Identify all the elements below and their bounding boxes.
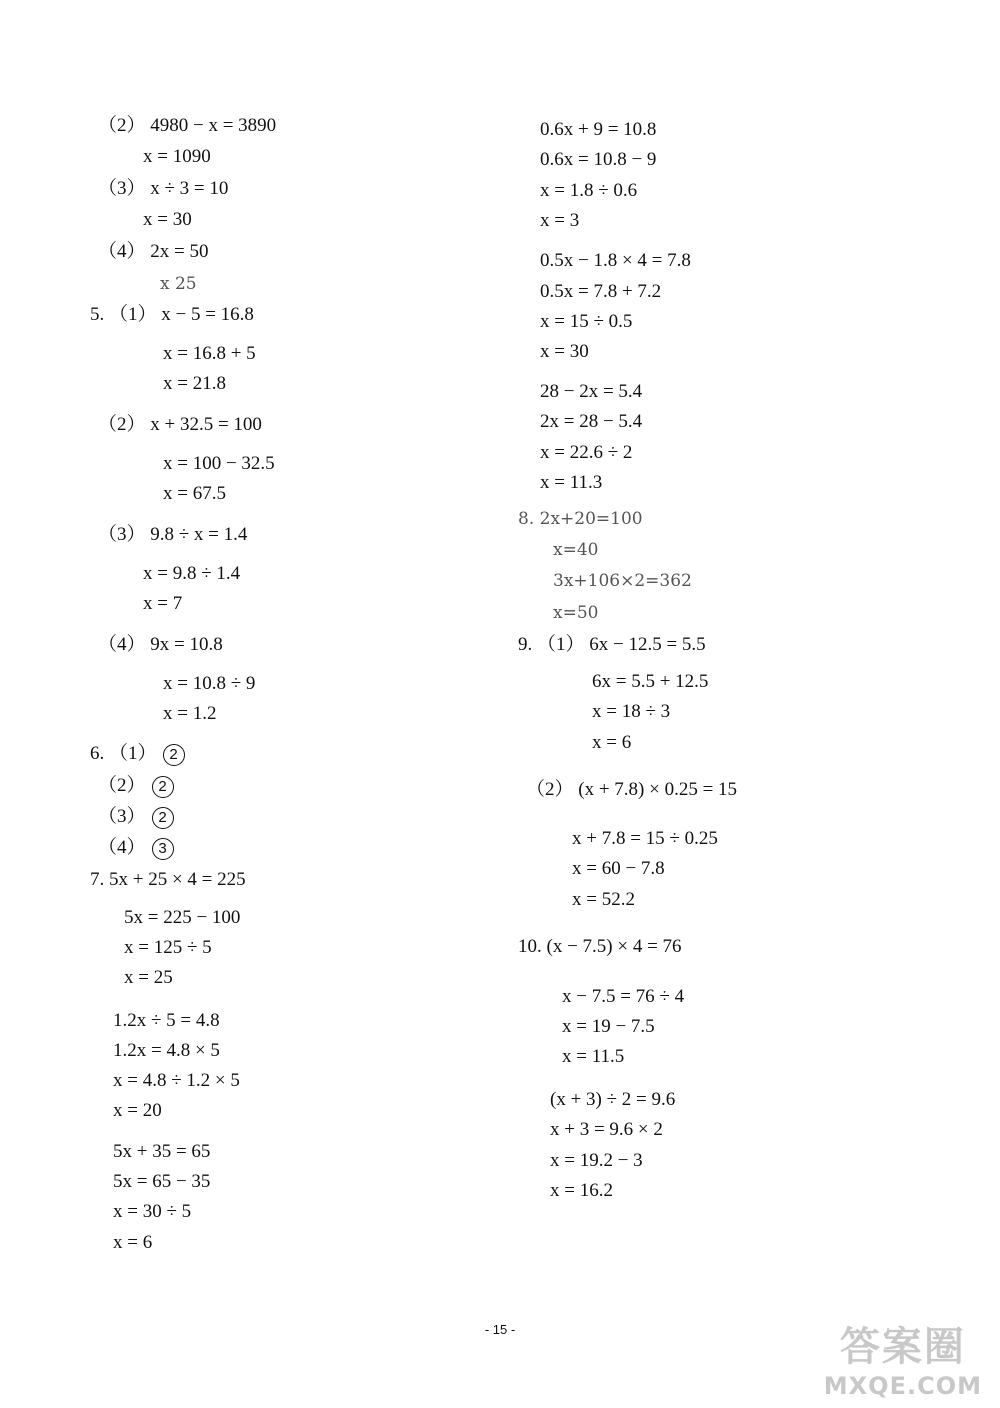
left-line: x = 16.8 + 5: [163, 343, 256, 364]
right-line: 10. (x − 7.5) × 4 = 76: [518, 936, 682, 957]
right-line: 0.6x + 9 = 10.8: [540, 119, 657, 140]
right-line: x + 7.8 = 15 ÷ 0.25: [572, 828, 718, 849]
choice-row: [90, 742, 185, 766]
left-line: x = 20: [113, 1100, 162, 1121]
watermark-site: MXQE.COM: [823, 1372, 982, 1400]
right-line: 28 − 2x = 5.4: [540, 381, 643, 402]
left-line: x 25: [160, 274, 197, 294]
left-line: x = 7: [143, 593, 183, 614]
right-line: x = 15 ÷ 0.5: [540, 311, 633, 332]
right-line: 0.6x = 10.8 − 9: [540, 149, 657, 170]
right-line: x = 30: [540, 341, 589, 362]
left-line: （3） x ÷ 3 = 10: [98, 178, 229, 199]
choice-label: 6. （1）: [90, 743, 157, 764]
left-line: 5. （1） x − 5 = 16.8: [90, 304, 254, 325]
right-line: (x + 3) ÷ 2 = 9.6: [550, 1089, 676, 1110]
left-line: 1.2x ÷ 5 = 4.8: [113, 1010, 220, 1031]
left-line: x = 10.8 ÷ 9: [163, 673, 256, 694]
left-line: x = 67.5: [163, 483, 226, 504]
left-line: x = 25: [124, 967, 173, 988]
left-line: x = 1.2: [163, 703, 217, 724]
right-line: x = 11.5: [562, 1046, 625, 1067]
left-line: x = 1090: [143, 146, 211, 167]
right-line: x = 19.2 − 3: [550, 1150, 643, 1171]
right-line: x + 3 = 9.6 × 2: [550, 1119, 663, 1140]
right-line: 6x = 5.5 + 12.5: [592, 671, 709, 692]
circled-answer: 2: [163, 744, 185, 766]
right-line: 9. （1） 6x − 12.5 = 5.5: [518, 634, 706, 655]
right-line: （2） (x + 7.8) × 0.25 = 15: [526, 779, 738, 800]
left-line: x = 21.8: [163, 373, 226, 394]
choice-label: （3）: [98, 806, 146, 827]
left-line: x = 125 ÷ 5: [124, 937, 212, 958]
left-line: x = 30 ÷ 5: [113, 1201, 192, 1222]
left-line: x = 4.8 ÷ 1.2 × 5: [113, 1070, 240, 1091]
left-line: （2） 4980 − x = 3890: [98, 115, 277, 136]
choice-label: （2）: [98, 775, 146, 796]
right-line: x=50: [553, 603, 599, 623]
left-line: x = 6: [113, 1232, 153, 1253]
right-line: x = 18 ÷ 3: [592, 701, 671, 722]
right-line: x=40: [553, 540, 599, 560]
left-line: （2） x + 32.5 = 100: [98, 414, 262, 435]
right-line: 3x+106×2=362: [553, 571, 692, 591]
right-line: 0.5x − 1.8 × 4 = 7.8: [540, 250, 691, 271]
watermark-logo: [824, 1322, 982, 1400]
right-line: x = 60 − 7.8: [572, 858, 665, 879]
page-number: - 15 -: [484, 1322, 516, 1337]
left-line: 5x + 35 = 65: [113, 1141, 211, 1162]
right-line: x = 19 − 7.5: [562, 1016, 655, 1037]
right-line: 8. 2x+20=100: [518, 509, 643, 529]
circled-answer: 2: [152, 807, 174, 829]
left-line: 1.2x = 4.8 × 5: [113, 1040, 220, 1061]
left-line: x = 100 − 32.5: [163, 453, 275, 474]
left-line: （4） 9x = 10.8: [98, 634, 223, 655]
choice-label: （4）: [98, 837, 146, 858]
right-line: x = 16.2: [550, 1180, 613, 1201]
right-line: x − 7.5 = 76 ÷ 4: [562, 986, 685, 1007]
choice-row: [98, 836, 174, 860]
right-line: 2x = 28 − 5.4: [540, 411, 643, 432]
circled-answer: 2: [152, 776, 174, 798]
left-line: 5x = 225 − 100: [124, 907, 241, 928]
left-line: x = 30: [143, 209, 192, 230]
right-line: 0.5x = 7.8 + 7.2: [540, 281, 662, 302]
right-line: x = 52.2: [572, 889, 635, 910]
right-line: x = 3: [540, 210, 580, 231]
right-line: x = 6: [592, 732, 632, 753]
watermark-main: 答案圈: [839, 1324, 966, 1370]
left-line: 5x = 65 − 35: [113, 1171, 211, 1192]
left-line: 7. 5x + 25 × 4 = 225: [90, 869, 246, 890]
right-line: x = 1.8 ÷ 0.6: [540, 180, 638, 201]
left-line: （4） 2x = 50: [98, 241, 209, 262]
left-line: （3） 9.8 ÷ x = 1.4: [98, 524, 248, 545]
choice-row: [98, 805, 174, 829]
choice-row: [98, 774, 174, 798]
circled-answer: 3: [152, 838, 174, 860]
left-line: x = 9.8 ÷ 1.4: [143, 563, 241, 584]
right-line: x = 11.3: [540, 472, 603, 493]
right-line: x = 22.6 ÷ 2: [540, 442, 633, 463]
